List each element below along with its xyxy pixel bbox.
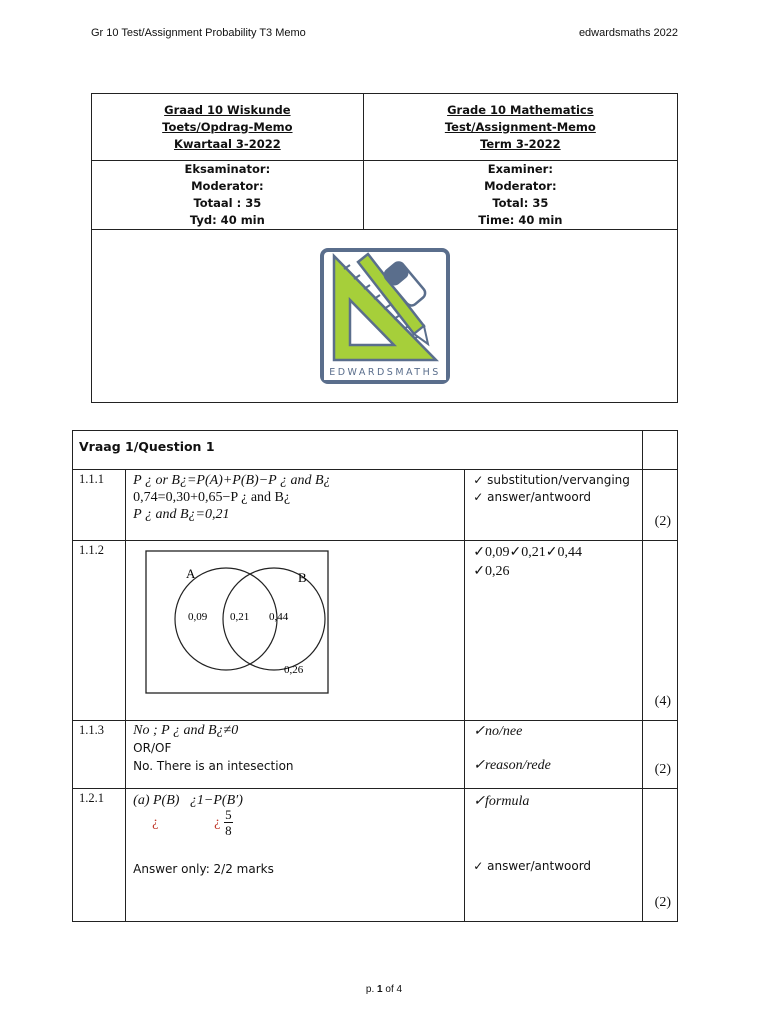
tick-item: ✓ substitution/vervanging — [473, 473, 630, 487]
tick-item: ✓ answer/antwoord — [473, 859, 592, 873]
question-number: 1.1.3 — [73, 721, 126, 789]
venn-intersection: 0,21 — [230, 611, 250, 623]
fraction-denominator: 8 — [225, 823, 232, 838]
tick-item: ✓ answer/antwoord — [473, 490, 592, 504]
tick-item: ✓0,09✓0,21✓0,44 — [473, 545, 582, 560]
marks: (2) — [654, 514, 671, 529]
answer-cell — [126, 470, 465, 541]
marks: (2) — [654, 895, 671, 910]
venn-a-only: 0,09 — [188, 611, 208, 623]
answer-line: No. There is an intesection — [133, 759, 294, 773]
question-table — [72, 430, 678, 922]
answer-line: (a) P(B) ¿1−P(B′) — [133, 793, 243, 808]
cover-english-details: Examiner: Moderator: Total: 35 Time: 40 min — [363, 161, 677, 230]
logo-cell — [92, 230, 678, 403]
marking-cell — [465, 541, 643, 721]
venn-outside: 0,26 — [284, 664, 304, 676]
question-title: Vraag 1/Question 1 — [73, 431, 643, 470]
venn-label-a: A — [186, 566, 196, 581]
venn-diagram — [140, 547, 340, 707]
tick-item: ✓reason/rede — [473, 758, 551, 773]
answer-line: OR/OF — [133, 741, 172, 755]
question-number: 1.2.1 — [73, 789, 126, 922]
answer-line: No ; P ¿ and B¿≠0 — [133, 723, 239, 738]
question-number: 1.1.2 — [73, 541, 126, 721]
tick-item: ✓0,26 — [473, 564, 510, 579]
answer-cell — [126, 721, 465, 789]
answer-line: 0,74=0,30+0,65−P ¿ and B¿ — [133, 490, 291, 505]
cover-afrikaans-title: Graad 10 Wiskunde Toets/Opdrag-Memo Kwartaal 3-2022 — [92, 94, 364, 161]
answer-symbol: ¿ — [214, 815, 221, 830]
cover-afrikaans-details: Eksaminator: Moderator: Totaal : 35 Tyd: 40 min — [92, 161, 364, 230]
answer-cell — [126, 789, 465, 922]
table-row — [73, 721, 678, 789]
marking-cell — [465, 789, 643, 922]
marking-cell — [465, 721, 643, 789]
table-row — [73, 470, 678, 541]
tick-item: ✓formula — [473, 794, 530, 809]
answer-line: P ¿ and B¿=0,21 — [133, 507, 230, 522]
edwardsmaths-logo — [320, 248, 450, 384]
table-row — [73, 789, 678, 922]
answer-symbol: ¿ — [152, 815, 159, 830]
answer-line: P ¿ or B¿=P(A)+P(B)−P ¿ and B¿ — [133, 473, 331, 488]
cover-english-title: Grade 10 Mathematics Test/Assignment-Memo Term 3-2022 — [363, 94, 677, 161]
tick-item: ✓no/nee — [473, 724, 523, 739]
page-header-right: edwardsmaths 2022 — [578, 27, 678, 39]
cover-table — [91, 93, 678, 403]
logo-wordmark: EDWARDSMATHS — [328, 367, 441, 378]
marks: (2) — [654, 762, 671, 777]
table-row — [73, 541, 678, 721]
question-number: 1.1.1 — [73, 470, 126, 541]
page-footer: p. 1 of 4 — [365, 984, 403, 995]
answer-cell — [126, 541, 465, 721]
fraction-numerator: 5 — [225, 807, 232, 822]
marking-cell — [465, 470, 643, 541]
venn-label-b: B — [298, 570, 307, 585]
marks: (4) — [654, 694, 671, 709]
answer-line: Answer only: 2/2 marks — [133, 862, 274, 876]
venn-b-only: 0,44 — [269, 611, 289, 623]
fraction — [224, 807, 233, 838]
page-header-left: Gr 10 Test/Assignment Probability T3 Memo — [91, 27, 306, 39]
